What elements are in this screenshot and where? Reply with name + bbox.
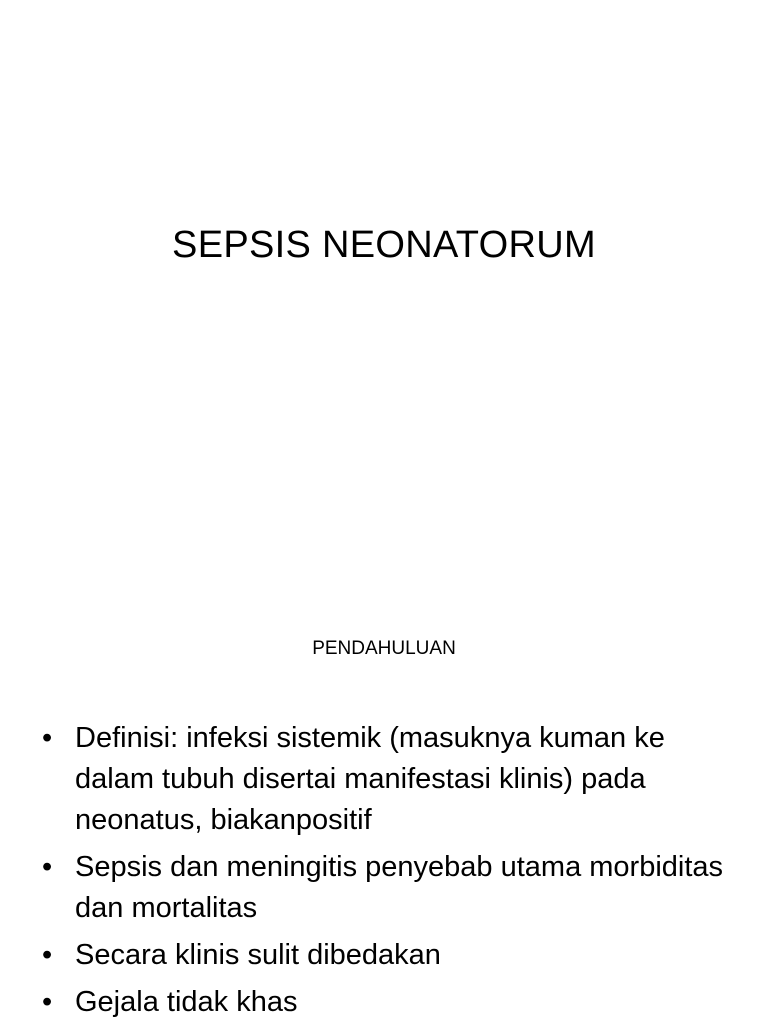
bullet-text: Gejala tidak khas [75,986,298,1018]
bullet-list [42,718,732,1029]
bullet-text: Secara klinis sulit dibedakan [75,939,441,971]
bullet-icon: • [42,986,53,1018]
slide-title: SEPSIS NEONATORUM [172,224,596,266]
bullet-item-definition [42,718,732,841]
bullet-item-clinical [42,935,732,976]
bullet-item-symptoms [42,982,732,1023]
bullet-icon: • [42,722,53,754]
bullet-item-main-cause [42,847,732,929]
bullet-text: Sepsis dan meningitis penyebab utama morbiditas dan mortalitas [75,851,724,924]
bullet-icon: • [42,851,53,883]
bullet-icon: • [42,939,53,971]
section-heading: PENDAHULUAN [312,638,456,659]
bullet-text: Definisi: infeksi sistemik (masuknya kuman ke dalam tubuh disertai manifestasi klinis) pada neonatus, biakanpositif [75,722,665,836]
